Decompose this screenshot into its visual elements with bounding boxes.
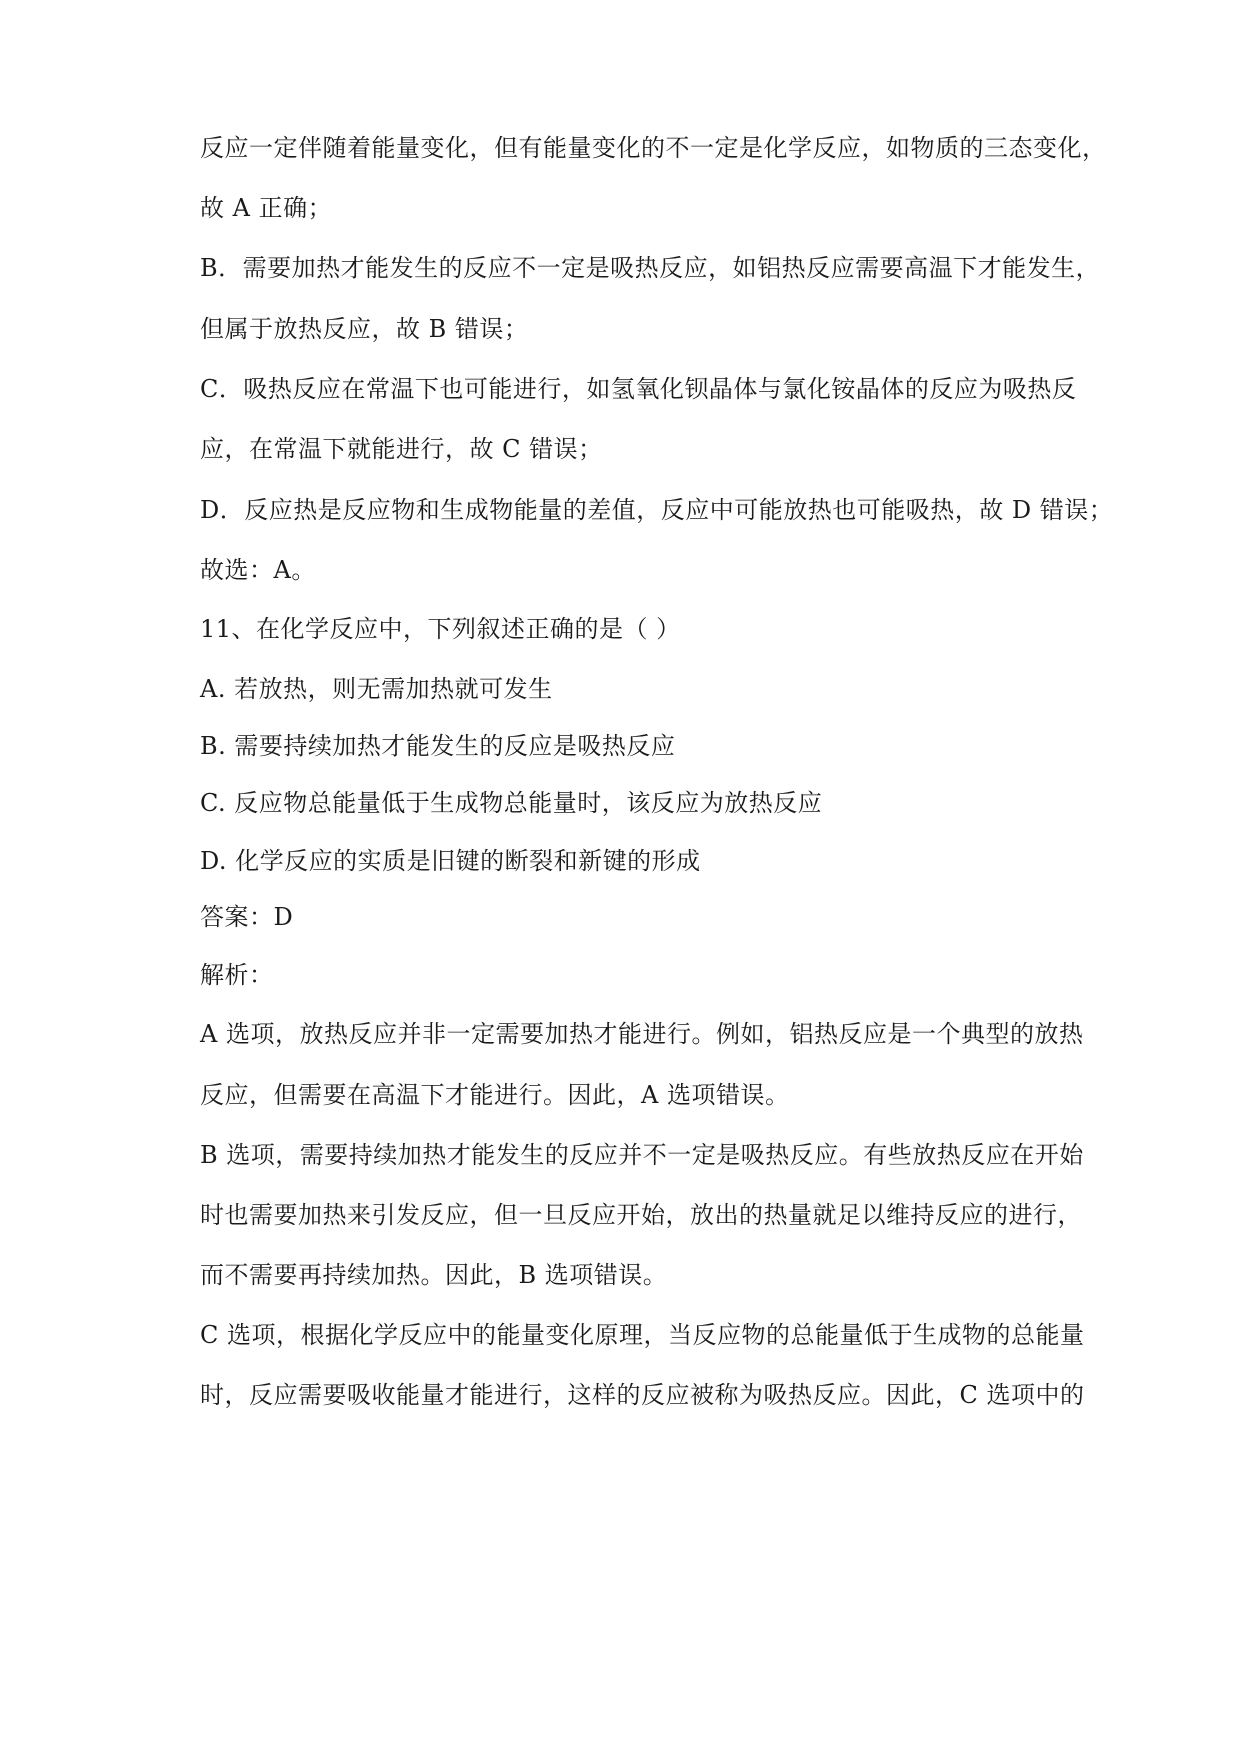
text-line-1: 反应一定伴随着能量变化，但有能量变化的不一定是化学反应，如物质的三态变化， [200, 134, 1107, 162]
text-line-22: 时，反应需要吸收能量才能进行，这样的反应被称为吸热反应。因此，C 选项中的 [200, 1381, 1085, 1409]
text-line-20: 而不需要再持续加热。因此，B 选项错误。 [200, 1261, 668, 1289]
text-line-8: 故选：A。 [200, 556, 316, 584]
text-line-17: 反应，但需要在高温下才能进行。因此，A 选项错误。 [200, 1081, 790, 1109]
question-11-option-b: B. 需要持续加热才能发生的反应是吸热反应 [200, 732, 676, 760]
question-11-option-a: A. 若放热，则无需加热就可发生 [200, 675, 553, 703]
text-line-18: B 选项，需要持续加热才能发生的反应并不一定是吸热反应。有些放热反应在开始 [200, 1141, 1084, 1169]
text-line-4: 但属于放热反应，故 B 错误； [200, 315, 529, 343]
text-line-21: C 选项，根据化学反应中的能量变化原理，当反应物的总能量低于生成物的总能量 [200, 1321, 1085, 1349]
question-11-option-c: C. 反应物总能量低于生成物总能量时，该反应为放热反应 [200, 789, 823, 817]
answer-label: 答案：D [200, 903, 294, 931]
text-line-3: B．需要加热才能发生的反应不一定是吸热反应，如铝热反应需要高温下才能发生， [200, 254, 1101, 282]
question-11-option-d: D. 化学反应的实质是旧键的断裂和新键的形成 [200, 847, 701, 875]
text-line-5: C．吸热反应在常温下也可能进行，如氢氧化钡晶体与氯化铵晶体的反应为吸热反 [200, 375, 1077, 403]
analysis-label: 解析： [200, 961, 274, 989]
text-line-19: 时也需要加热来引发反应，但一旦反应开始，放出的热量就足以维持反应的进行， [200, 1201, 1082, 1229]
question-11-stem: 11、在化学反应中，下列叙述正确的是（ ） [200, 615, 681, 643]
text-line-16: A 选项，放热反应并非一定需要加热才能进行。例如，铝热反应是一个典型的放热 [200, 1020, 1084, 1048]
text-line-2: 故 A 正确； [200, 194, 333, 222]
text-line-7: D．反应热是反应物和生成物能量的差值，反应中可能放热也可能吸热，故 D 错误； [200, 496, 1114, 524]
text-line-6: 应，在常温下就能进行，故 C 错误； [200, 435, 603, 463]
